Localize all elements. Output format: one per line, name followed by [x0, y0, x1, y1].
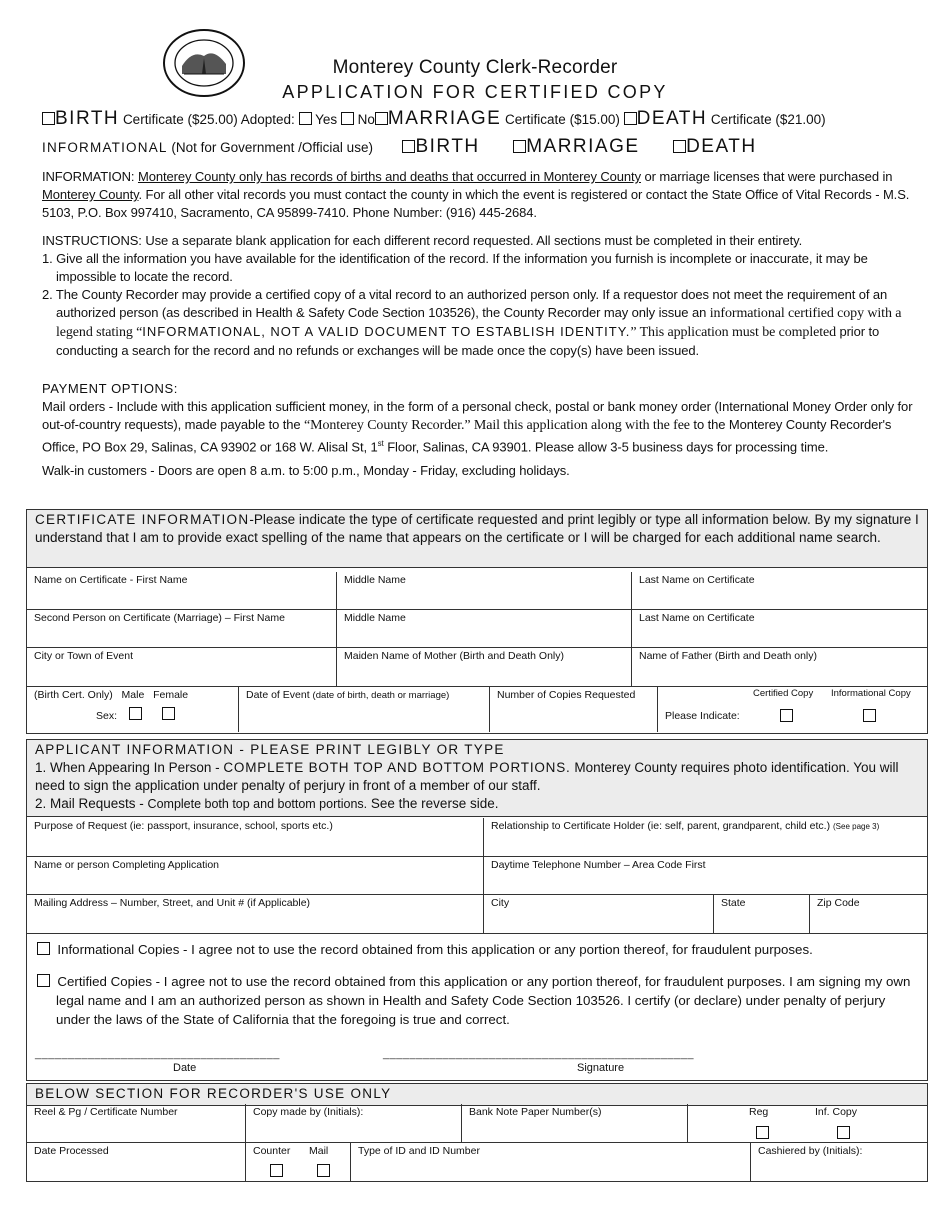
id-type-label: Type of ID and ID Number [358, 1145, 480, 1157]
certified-copy-checkbox[interactable] [780, 709, 793, 722]
death-label: DEATH [636, 108, 708, 129]
birth-only-label: (Birth Cert. Only) [34, 689, 113, 701]
father-name-label: Name of Father (Birth and Death only) [639, 650, 817, 662]
instructions-item-2b: informational certified copy with a legend stating “ [56, 306, 902, 340]
male-label: Male [121, 689, 145, 701]
sex-label: Sex: [96, 710, 118, 722]
father-name-field[interactable] [632, 648, 927, 687]
instructions-label: INSTRUCTIONS: [42, 233, 142, 248]
purpose-label: Purpose of Request (ie: passport, insurance, school, sports etc.) [34, 820, 333, 832]
applicant-line2a: 2. Mail Requests - [35, 796, 148, 811]
state-label: State [721, 897, 746, 909]
first-name-field[interactable] [27, 572, 337, 610]
info-marriage-label: MARRIAGE [526, 136, 640, 157]
informational-declaration-text: Informational Copies - I agree not to use the record obtained from this application or any portion thereof, for fraudulent purposes. [57, 942, 813, 957]
applicant-line2c: See the reverse side. [367, 796, 499, 811]
adopted-yes-checkbox[interactable] [299, 112, 312, 125]
cashiered-label: Cashiered by (Initials): [758, 1145, 863, 1157]
marriage-fee: Certificate ($15.00) [505, 112, 620, 127]
informational-declaration [37, 940, 917, 1029]
recorder-section-title: BELOW SECTION FOR RECORDER'S USE ONLY [35, 1086, 392, 1101]
certificate-section-header [27, 510, 927, 568]
certificate-section-text: -Please indicate the type of certificate requested and print legibly or type all information below. By my signature I understand that I am to provide exact spelling of the name that appears on the certificate or I will be charged for each additional name search. [35, 512, 919, 545]
phone-label: Daytime Telephone Number – Area Code First [491, 859, 706, 871]
death-checkbox[interactable] [624, 112, 637, 125]
info-marriage-checkbox[interactable] [513, 140, 526, 153]
payment-label: PAYMENT OPTIONS: [42, 381, 179, 396]
signature-caption: Signature [577, 1062, 625, 1074]
inf-copy-checkbox[interactable] [837, 1126, 850, 1139]
info-death-checkbox[interactable] [673, 140, 686, 153]
birth-label: BIRTH [55, 108, 120, 129]
certificate-information-section [26, 509, 928, 734]
mail-label: Mail [309, 1145, 329, 1157]
name-completing-label: Name or person Completing Application [34, 859, 220, 871]
mailing-label: Mailing Address – Number, Street, and Unit # (if Applicable) [34, 897, 311, 909]
relationship-label: Relationship to Certificate Holder (ie: self, parent, grandparent, child etc.) [491, 820, 831, 832]
second-middle-name-label: Middle Name [344, 612, 406, 624]
female-checkbox[interactable] [162, 707, 175, 720]
second-first-name-label: Second Person on Certificate (Marriage) – First Name [34, 612, 285, 624]
city-event-label: City or Town of Event [34, 650, 134, 662]
cashiered-field[interactable] [751, 1143, 927, 1181]
payment-block [42, 380, 917, 480]
recorder-use-section [26, 1083, 928, 1182]
counter-label: Counter [253, 1145, 291, 1157]
last-name-label: Last Name on Certificate [639, 574, 755, 586]
info-birth-label: BIRTH [415, 136, 480, 157]
date-event-label: Date of Event [246, 689, 310, 701]
applicant-line1b: COMPLETE BOTH TOP AND BOTTOM PORTIONS. [223, 760, 571, 775]
city-event-field[interactable] [27, 648, 337, 687]
middle-name-field[interactable] [337, 572, 632, 610]
instructions-item-2a: 2. The County Recorder may provide a certified copy of a vital record to an authorized person only. If a requestor does not meet the requirement of an authorized person (as described in Health & Safety Code Section 103526), the County Recorder may only issue an [42, 287, 888, 320]
second-first-name-field[interactable] [27, 610, 337, 648]
city-field[interactable] [484, 895, 714, 934]
bank-note-field[interactable] [462, 1104, 688, 1143]
see-page-note: (See page 3) [833, 822, 880, 831]
inf-copy-label: Inf. Copy [815, 1106, 858, 1118]
state-field[interactable] [714, 895, 810, 934]
info-birth-checkbox[interactable] [402, 140, 415, 153]
copy-type-field [658, 687, 927, 732]
maiden-mother-field[interactable] [337, 648, 632, 687]
bank-note-label: Bank Note Paper Number(s) [469, 1106, 602, 1118]
copies-label: Number of Copies Requested [497, 689, 636, 701]
instructions-item-2 [42, 286, 917, 360]
informational-row [42, 136, 757, 158]
informational-copy-label: Informational Copy [831, 688, 911, 699]
id-type-field[interactable] [351, 1143, 751, 1181]
recorder-section-header [27, 1084, 927, 1106]
date-event-field[interactable] [239, 687, 490, 732]
walkin-text: Walk-in customers - Doors are open 8 a.m. to 5:00 p.m., Monday - Friday, excluding holidays. [42, 463, 570, 479]
instructions-item-2c: INFORMATIONAL, NOT A VALID DOCUMENT TO ESTABLISH IDENTITY. [142, 324, 631, 339]
zip-label: Zip Code [817, 897, 860, 909]
certified-copy-label: Certified Copy [753, 688, 814, 699]
sex-field [27, 687, 239, 732]
instructions-item-2e: prior to conducting a search for the record and no refunds or exchanges will be made once the copy(s) have been issued. [56, 324, 880, 358]
copies-field[interactable] [490, 687, 658, 732]
second-middle-name-field[interactable] [337, 610, 632, 648]
info-death-label: DEATH [686, 136, 757, 157]
death-fee: Certificate ($21.00) [710, 112, 826, 127]
male-checkbox[interactable] [129, 707, 142, 720]
information-text-1: or marriage licenses that were purchased in [640, 169, 893, 184]
certified-declaration-checkbox[interactable] [37, 974, 50, 987]
informational-label: INFORMATIONAL [42, 140, 168, 155]
reg-checkbox[interactable] [756, 1126, 769, 1139]
date-caption: Date [173, 1062, 197, 1074]
informational-copy-checkbox[interactable] [863, 709, 876, 722]
relationship-field[interactable] [484, 818, 927, 857]
second-last-name-field[interactable] [632, 610, 927, 648]
applicant-section-header [27, 740, 927, 817]
copy-made-label: Copy made by (Initials): [253, 1106, 364, 1118]
name-completing-field[interactable] [27, 857, 484, 895]
applicant-line2b: Complete both top and bottom portions. [147, 797, 368, 811]
agency-name: Monterey County Clerk-Recorder [332, 57, 618, 78]
counter-mail-field [246, 1143, 351, 1181]
information-text-2: . For all other vital records you must contact the county in which the event is registered or contact the State Office of Vital Records - M.S. 5103, P.O. Box 997410, Sacramento, CA 95899-7410. Phone Number: (916) 445-2684. [42, 187, 910, 220]
information-paragraph [42, 168, 917, 222]
applicant-information-section [26, 739, 928, 1081]
birth-checkbox[interactable] [42, 112, 55, 125]
certified-declaration [37, 972, 917, 1029]
date-processed-field[interactable] [27, 1143, 246, 1181]
reg-inf-field [688, 1104, 927, 1143]
adopted-label: Adopted: [240, 112, 295, 127]
last-name-field[interactable] [632, 572, 927, 610]
first-name-label: Name on Certificate - First Name [34, 574, 188, 586]
adopted-yes-label: Yes [315, 112, 338, 127]
payment-mail-b: “Monterey County Recorder.” Mail this application along with the fee [304, 418, 690, 433]
payment-mail-d: Floor, Salinas, CA 93901. Please allow 3-5 business days for processing time. [383, 439, 829, 455]
form-title: APPLICATION FOR CERTIFIED COPY [282, 82, 668, 102]
payment-mail-a: Mail orders - Include with this application sufficient money, in the form of a personal check, postal or bank money order (International Money Order only for out-of-country requests), made payable to the [42, 399, 913, 432]
reel-label: Reel & Pg / Certificate Number [34, 1106, 178, 1118]
information-label: INFORMATION: [42, 169, 135, 184]
female-label: Female [153, 689, 189, 701]
phone-field[interactable] [484, 857, 927, 895]
reel-field[interactable] [27, 1104, 246, 1143]
second-last-name-label: Last Name on Certificate [639, 612, 755, 624]
certificate-section-title: CERTIFICATE INFORMATION [35, 512, 250, 527]
city-label: City [491, 897, 510, 909]
adopted-no-checkbox[interactable] [341, 112, 354, 125]
applicant-line1c: Monterey County requires photo identification. You will need to sign the application under penalty of perjury in front of a member of our staff. [35, 760, 899, 793]
payment-mail-sup: st [377, 439, 384, 448]
payment-mail-c: to the Monterey County Recorder's Office, PO Box 29, Salinas, CA 93902 or 168 W. Alisal St, 1 [42, 417, 892, 455]
instructions-block [42, 232, 917, 360]
maiden-mother-label: Maiden Name of Mother (Birth and Death Only) [344, 650, 565, 662]
informational-declaration-checkbox[interactable] [37, 942, 50, 955]
mailing-address-field[interactable] [27, 895, 484, 934]
reg-label: Reg [749, 1106, 769, 1118]
information-underlined-1: Monterey County only has records of births and deaths that occurred in Monterey County [137, 169, 641, 184]
date-event-note: (date of birth, death or marriage) [312, 690, 450, 701]
applicant-line1a: 1. When Appearing In Person - [35, 760, 224, 775]
instructions-intro: Use a separate blank application for each different record requested. All sections must be completed in their entirety. [141, 233, 803, 248]
informational-note: (Not for Government /Official use) [171, 140, 373, 155]
counter-checkbox[interactable] [270, 1164, 283, 1177]
certificate-type-row [42, 108, 826, 130]
please-indicate-label: Please Indicate: [665, 710, 740, 722]
instructions-item-1: 1. Give all the information you have available for the identification of the record. If the information you furnish is incomplete or inaccurate, it may be impossible to locate the record. [42, 251, 868, 284]
zip-field[interactable] [810, 895, 927, 934]
mail-checkbox[interactable] [317, 1164, 330, 1177]
middle-name-label: Middle Name [344, 574, 406, 586]
copy-made-field[interactable] [246, 1104, 462, 1143]
information-underlined-2: Monterey County [42, 187, 139, 202]
certified-declaration-text: Certified Copies - I agree not to use the record obtained from this application or any portion thereof, for fraudulent purposes. I am signing my own legal name and I am an authorized person as shown in Health and Safety Code Section 103526. I certify (or declare) under penalty of perjury under the laws of the State of California that the foregoing is true and correct. [56, 974, 911, 1027]
birth-fee: Certificate ($25.00) [122, 112, 238, 127]
adopted-no-label: No [357, 112, 375, 127]
date-processed-label: Date Processed [34, 1145, 109, 1157]
instructions-item-2d: ” This application must be completed [630, 325, 840, 340]
signature-line[interactable]: _______________________________________________ [383, 1048, 695, 1060]
marriage-checkbox[interactable] [375, 112, 388, 125]
date-line[interactable]: _____________________________________ [35, 1048, 280, 1060]
marriage-label: MARRIAGE [387, 108, 502, 129]
purpose-field[interactable] [27, 818, 484, 857]
applicant-section-title: APPLICANT INFORMATION - PLEASE PRINT LEGIBLY OR TYPE [35, 742, 505, 757]
